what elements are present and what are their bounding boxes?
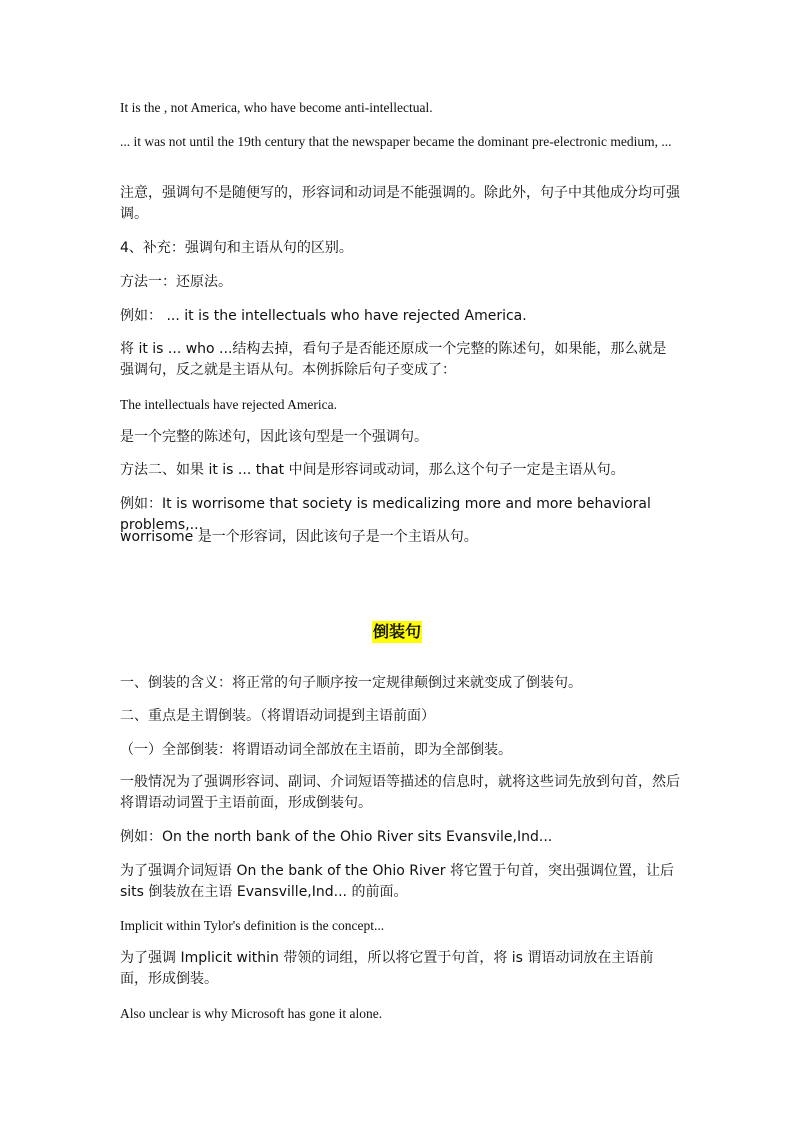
paragraph-subject-verb-inversion: 二、重点是主谓倒装。（将谓语动词提到主语前面） — [120, 708, 435, 724]
paragraph-example-newspaper: ... it was not until the 19th century that the newspaper became the dominant pre-electronic medium, ... — [120, 134, 672, 149]
paragraph-restored-sentence: The intellectuals have rejected America. — [120, 397, 338, 412]
section-title-inversion: 倒装句 — [372, 622, 421, 641]
paragraph-conclusion-subject-clause: worrisome 是一个形容词，因此该句子是一个主语从句。 — [120, 529, 478, 545]
paragraph-method-two: 方法二、如果 it is ... that 中间是形容词或动词，那么这个句子一定是主语从句。 — [120, 462, 625, 478]
paragraph-supplement-heading: 4、补充：强调句和主语从句的区别。 — [120, 240, 353, 256]
paragraph-full-inversion-usage: 一般情况为了强调形容词、副词、介词短语等描述的信息时，就将这些词先放到句首，然后将谓语动词置于主语前面，形成倒装句。 — [120, 774, 680, 811]
section-heading-wrap — [0, 621, 794, 643]
paragraph-example-anti-intellectual: It is the , not America, who have become anti-intellectual. — [120, 100, 433, 115]
paragraph-example-ohio-river: 例如：On the north bank of the Ohio River sits Evansvile,Ind... — [120, 829, 553, 845]
paragraph-inversion-definition: 一、倒装的含义：将正常的句子顺序按一定规律颠倒过来就变成了倒装句。 — [120, 675, 582, 691]
paragraph-example-intellectuals: 例如： ... it is the intellectuals who have rejected America. — [120, 308, 527, 324]
paragraph-method-one: 方法一：还原法。 — [120, 274, 232, 290]
paragraph-method-one-explanation: 将 it is ... who ...结构去掉，看句子是否能还原成一个完整的陈述句，如果能，那么就是强调句，反之就是主语从句。本例拆除后句子变成了： — [120, 341, 667, 378]
paragraph-example-microsoft: Also unclear is why Microsoft has gone it alone. — [120, 1006, 383, 1021]
paragraph-full-inversion: （一）全部倒装：将谓语动词全部放在主语前，即为全部倒装。 — [120, 742, 512, 758]
paragraph-example-worrisome: 例如：It is worrisome that society is medicalizing more and more behavioral problems,... — [120, 496, 651, 533]
paragraph-example-implicit: Implicit within Tylor's definition is the concept... — [120, 918, 385, 933]
paragraph-conclusion-emphasis: 是一个完整的陈述句，因此该句型是一个强调句。 — [120, 429, 428, 445]
paragraph-note-emphasis: 注意，强调句不是随便写的，形容词和动词是不能强调的。除此外，句子中其他成分均可强调。 — [120, 185, 680, 222]
paragraph-implicit-explanation: 为了强调 Implicit within 带领的词组，所以将它置于句首，将 is 谓语动词放在主语前面，形成倒装。 — [120, 950, 654, 987]
paragraph-ohio-river-explanation: 为了强调介词短语 On the bank of the Ohio River 将它置于句首，突出强调位置，让后 sits 倒装放在主语 Evansville,Ind... 的前面。 — [120, 863, 675, 900]
